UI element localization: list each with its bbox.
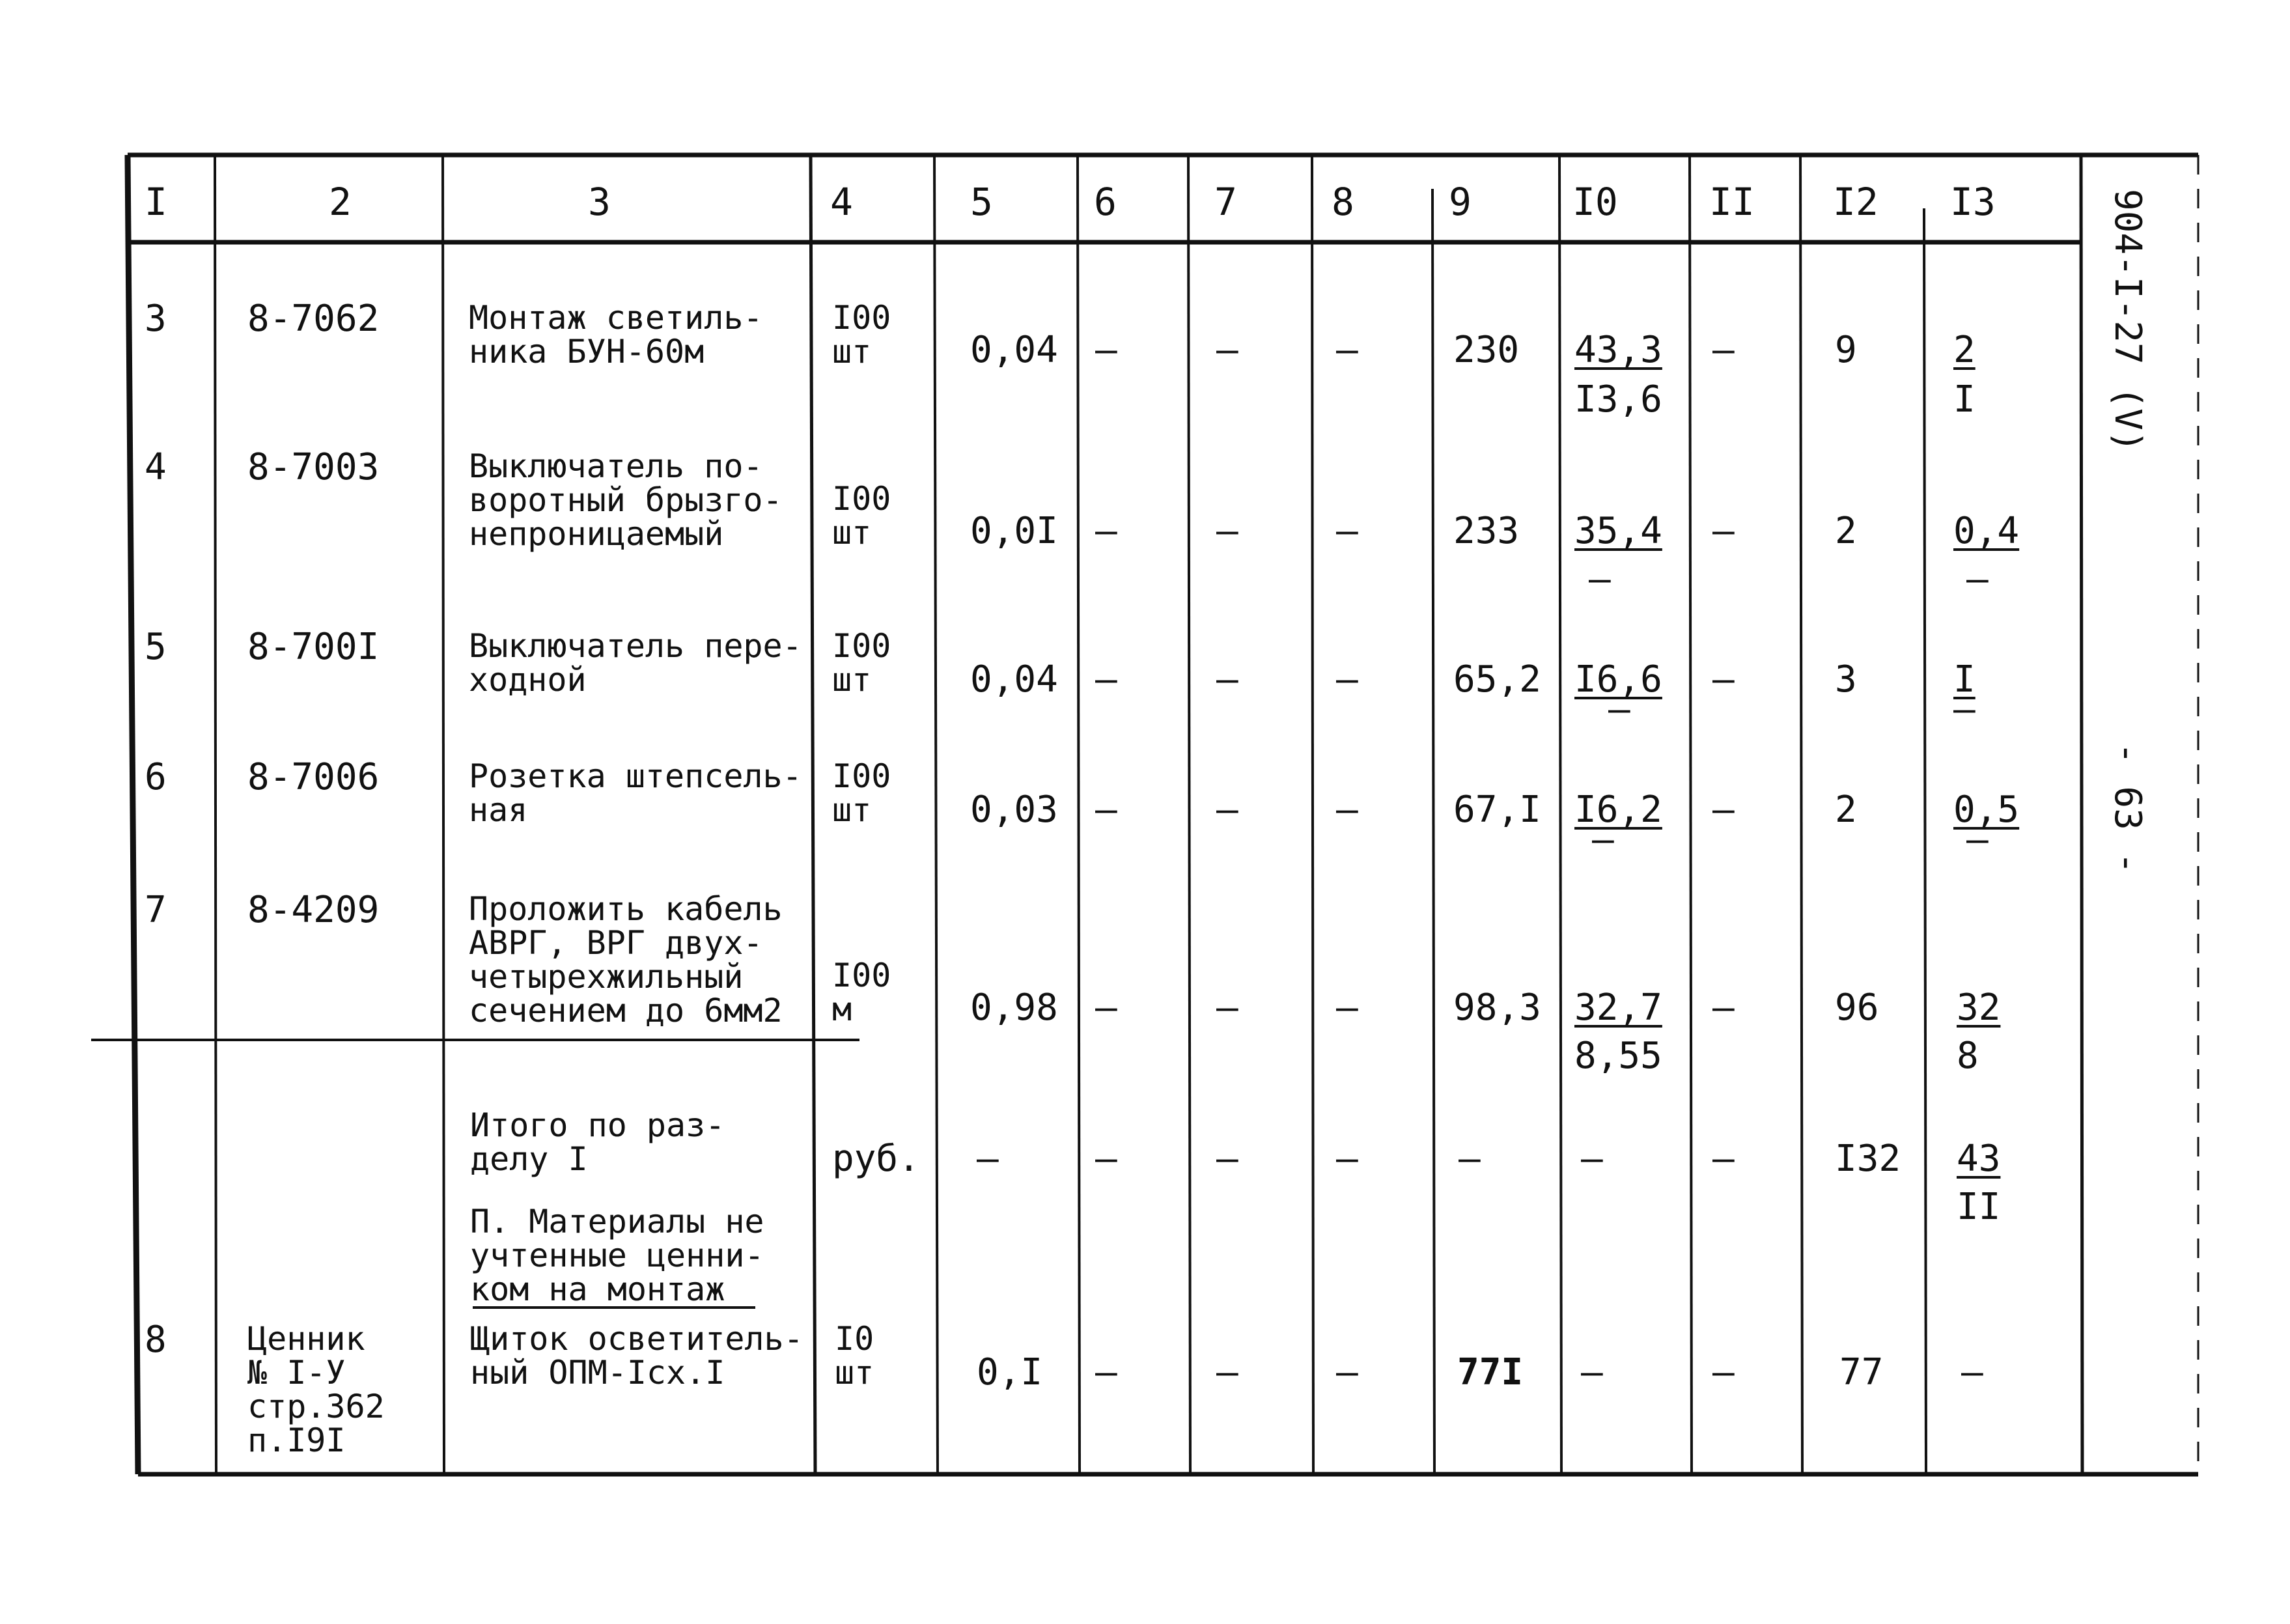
table-row-unit: I00 шт [832, 299, 891, 371]
column-header-8: 8 [1332, 180, 1354, 224]
total-col12: I32 [1835, 1138, 1901, 1180]
table-row-col13-bottom: I [1953, 378, 1976, 421]
total-col7: – [1216, 1138, 1238, 1180]
table-row-col10-bottom: – [1608, 688, 1630, 731]
table-row-col10-top: 35,4 [1574, 510, 1662, 552]
table-row-col10-top: 43,3 [1574, 329, 1662, 371]
table-row-code: 8-7006 [247, 756, 380, 798]
table-row-col6: – [1095, 510, 1117, 552]
table-row-col12: 77 [1839, 1351, 1884, 1393]
table-row-col6: – [1095, 658, 1117, 701]
page-number: - 63 - [2106, 742, 2149, 875]
column-header-9: 9 [1449, 180, 1472, 224]
column-header-3: 3 [588, 180, 611, 224]
column-header-7: 7 [1214, 180, 1237, 224]
table-row-col13-top: 0,4 [1953, 510, 2020, 552]
column-header-4: 4 [830, 180, 853, 224]
table-row-col12: 96 [1835, 987, 1879, 1029]
table-row-number: 3 [145, 298, 167, 340]
table-row-col9: 233 [1453, 510, 1520, 552]
table-row-name: Проложить кабель АВРГ, ВРГ двух- четырехжильный сечением до 6мм2 [469, 890, 783, 1029]
table-row-name: Монтаж светиль- ника БУН-60м [469, 299, 763, 371]
table-row-name: Выключатель пере- ходной [469, 627, 802, 699]
table-row-col13-top: 2 [1953, 329, 1976, 371]
table-row-col7: – [1216, 329, 1238, 371]
table-row-col7: – [1216, 789, 1238, 831]
table-row-col13-top: 32 [1957, 987, 2001, 1029]
table-row-col8: – [1336, 658, 1358, 701]
table-row-col7: – [1216, 510, 1238, 552]
total-col13-top: 43 [1957, 1138, 2001, 1180]
table-row-col6: – [1095, 329, 1117, 371]
table-row-col13-bottom: – [1966, 819, 1989, 861]
table-row-quantity: 0,I [977, 1351, 1043, 1393]
table-row-unit: I0 шт [835, 1320, 874, 1392]
table-row-number: 8 [145, 1319, 167, 1361]
table-row-col8: – [1336, 789, 1358, 831]
table-row-unit: I00 шт [832, 757, 891, 829]
table-row-code: 8-7062 [247, 298, 380, 340]
table-row-col11: – [1712, 510, 1735, 552]
section-title: П. Материалы не учтенные ценни- ком на монтаж [470, 1203, 764, 1308]
table-row-col8: – [1336, 510, 1358, 552]
table-row-col10-bottom: – [1592, 819, 1614, 861]
table-row-col7: – [1216, 1351, 1238, 1393]
table-row-col9: 67,I [1453, 789, 1541, 831]
table-row-name: Выключатель по- воротный брызго- непроницаемый [469, 447, 783, 553]
table-row-col9: 98,3 [1453, 987, 1541, 1029]
table-row-col10-top: I6,2 [1574, 789, 1662, 831]
table-row-col8: – [1336, 329, 1358, 371]
total-unit: руб. [832, 1138, 920, 1180]
column-header-10: I0 [1572, 180, 1618, 224]
table-row-col10-top: 32,7 [1574, 987, 1662, 1029]
table-row-col9: 77I [1457, 1351, 1524, 1393]
table-row-quantity: 0,03 [970, 789, 1058, 831]
table-row-quantity: 0,98 [970, 987, 1058, 1029]
total-col13-bottom: II [1957, 1186, 2001, 1228]
table-row-unit: I00 шт [832, 480, 891, 552]
table-row-quantity: 0,0I [970, 510, 1058, 552]
table-row-col9: 230 [1453, 329, 1520, 371]
table-row-col11: – [1712, 329, 1735, 371]
table-row-col10-top: I6,6 [1574, 658, 1662, 701]
table-row-col13-bottom: – [1953, 688, 1976, 731]
table-row-col13-bottom: 8 [1957, 1035, 1979, 1077]
total-col11: – [1712, 1138, 1735, 1180]
table-row-col13-top: I [1953, 658, 1976, 701]
table-row-number: 6 [145, 756, 167, 798]
table-row-col11: – [1712, 789, 1735, 831]
total-label: Итого по раз- делу I [470, 1106, 725, 1178]
table-row-col6: – [1095, 987, 1117, 1029]
table-row-number: 4 [145, 446, 167, 488]
total-col5: – [977, 1138, 999, 1180]
table-row-unit: I00 шт [832, 627, 891, 699]
table-row-col7: – [1216, 987, 1238, 1029]
table-row-code: Ценник № I-У стр.362 п.I9I [247, 1320, 385, 1459]
total-col10: – [1581, 1138, 1603, 1180]
table-row-col13: – [1961, 1351, 1983, 1393]
table-row-unit: I00 м [832, 957, 891, 1028]
total-col6: – [1095, 1138, 1117, 1180]
column-header-6: 6 [1094, 180, 1117, 224]
table-row-col13-bottom: – [1966, 558, 1989, 600]
column-header-2: 2 [329, 180, 352, 224]
document-code: 904-I-27 (V) [2106, 189, 2149, 453]
column-header-13: I3 [1950, 180, 1996, 224]
table-row-col12: 9 [1835, 329, 1857, 371]
table-row-col13-top: 0,5 [1953, 789, 2020, 831]
table-row-quantity: 0,04 [970, 658, 1058, 701]
table-row-col10-bottom: – [1589, 558, 1611, 600]
table-row-code: 8-7003 [247, 446, 380, 488]
total-col9: – [1459, 1138, 1481, 1180]
table-row-number: 5 [145, 626, 167, 668]
column-header-5: 5 [970, 180, 993, 224]
table-row-name: Розетка штепсель- ная [469, 757, 802, 829]
table-row-col6: – [1095, 1351, 1117, 1393]
table-row-col11: – [1712, 987, 1735, 1029]
table-row-col12: 2 [1835, 789, 1857, 831]
table-row-name: Щиток осветитель- ный ОПМ-Iсх.I [470, 1320, 803, 1392]
table-row-col6: – [1095, 789, 1117, 831]
table-row-col10-bottom: I3,6 [1574, 378, 1662, 421]
table-row-quantity: 0,04 [970, 329, 1058, 371]
table-row-col12: 3 [1835, 658, 1857, 701]
column-header-1: I [145, 180, 167, 224]
total-col8: – [1336, 1138, 1358, 1180]
table-row-col8: – [1336, 1351, 1358, 1393]
table-row-code: 8-700I [247, 626, 380, 668]
column-header-11: II [1709, 180, 1755, 224]
table-row-col11: – [1712, 1351, 1735, 1393]
table-row-col11: – [1712, 658, 1735, 701]
table-row-code: 8-4209 [247, 889, 380, 931]
table-row-col7: – [1216, 658, 1238, 701]
table-row-number: 7 [145, 889, 167, 931]
table-row-col10-bottom: 8,55 [1574, 1035, 1662, 1077]
table-row-col9: 65,2 [1453, 658, 1541, 701]
column-header-12: I2 [1833, 180, 1878, 224]
table-row-col10: – [1581, 1351, 1603, 1393]
table-row-col12: 2 [1835, 510, 1857, 552]
table-row-col8: – [1336, 987, 1358, 1029]
